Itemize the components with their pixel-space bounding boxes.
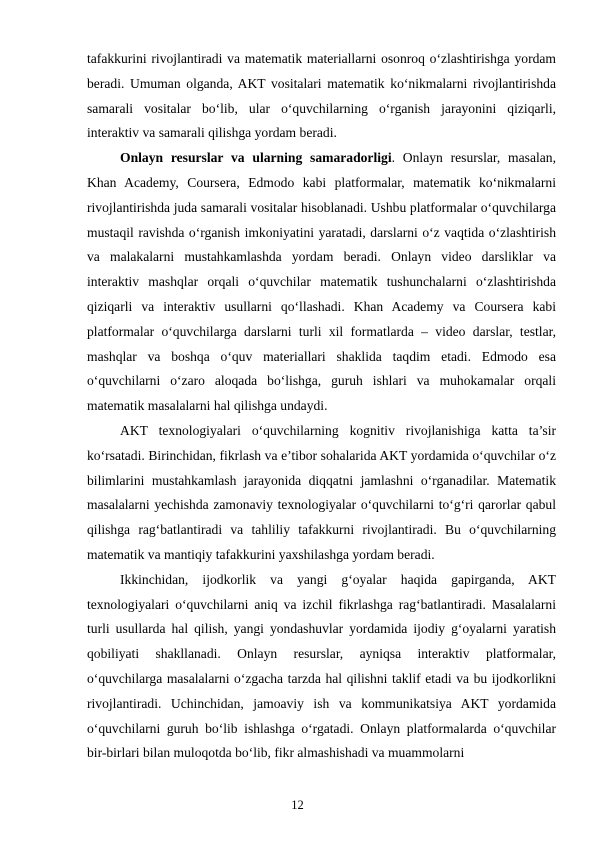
paragraph-4 — [87, 568, 556, 766]
paragraph-2-text: . Onlayn resurslar, masalan, Khan Academy, Coursera, Edmodo kabi platformalar, matematik ko‘nikmalarni rivojlantirishda juda samarali vositalar hisoblanadi. Ushbu platformalar o‘quvchilarga mustaqil ravishda o‘rganish imkoniyatini yaratadi, darslarni o‘z vaqtida o‘zlashtirish va malakalarni mustahkamlashda yordam beradi. Onlayn video darsliklar va interaktiv mashqlar orqali o‘quvchilar matematik tushunchalarni o‘zlashtirishda qiziqarli va interaktiv usullarni qo‘llashadi. Khan Academy va Coursera kabi platformalar o‘quvchilarga darslarni turli xil formatlarda – video darslar, testlar, mashqlar va boshqa o‘quv materiallari shaklida taqdim etadi. Edmodo esa o‘quvchilarni o‘zaro aloqada bo‘lishga, guruh ishlari va muhokamalar orqali matematik masalalarni hal qilishga undaydi. — [87, 150, 556, 414]
paragraph-4-text: Ikkinchidan, ijodkorlik va yangi g‘oyalar haqida gapirganda, AKT texnologiyalari o‘quvchilarni aniq va izchil fikrlashga rag‘batlantiradi. Masalalarni turli usullarda hal qilish, yangi yondashuvlar yordamida ijodiy g‘oyalarni yaratish qobiliyati shakllanadi. Onlayn resurslar, ayniqsa interaktiv platformalar, o‘quvchilarga masalalarni o‘zgacha tarzda hal qilishni taklif etadi va bu ijodkorlikni rivojlantiradi. Uchinchidan, jamoaviy ish va kommunikatsiya AKT yordamida o‘quvchilarni guruh bo‘lib ishlashga o‘rgatadi. Onlayn platformalarda o‘quvchilar bir-birlari bilan muloqotda bo‘lib, fikr almashishadi va muammolarni — [87, 571, 556, 761]
paragraph-3-text: AKT texnologiyalari o‘quvchilarning kognitiv rivojlanishiga katta ta’sir ko‘rsatadi. Birinchidan, fikrlash va e’tibor sohalarida AKT yordamida o‘quvchilar o‘z bilimlarini mustahkamlash jarayonida diqqatni jamlashni o‘rganadilar. Matematik masalalarni yechishda zamonaviy texnologiyalar o‘quvchilarni to‘g‘ri qarorlar qabul qilishga rag‘batlantiradi va tahliliy tafakkurni rivojlantiradi. Bu o‘quvchilarning matematik va mantiqiy tafakkurini yaxshilashga yordam beradi. — [87, 422, 556, 562]
paragraph-1-text: tafakkurini rivojlantiradi va matematik materiallarni osonroq o‘zlashtirishga yordam beradi. Umuman olganda, AKT vositalari matematik ko‘nikmalarni rivojlantirishda samarali vositalar bo‘lib, ular o‘quvchilarning o‘rganish jarayonini qiziqarli, interaktiv va samarali qilishga yordam beradi. — [87, 51, 556, 141]
paragraph-3 — [87, 419, 556, 568]
paragraph-2-heading: Onlayn resurslar va ularning samaradorligi — [120, 150, 392, 166]
body-text — [87, 47, 556, 766]
page-number: 12 — [291, 798, 304, 812]
paragraph-2 — [87, 146, 556, 419]
paragraph-1 — [87, 47, 556, 146]
